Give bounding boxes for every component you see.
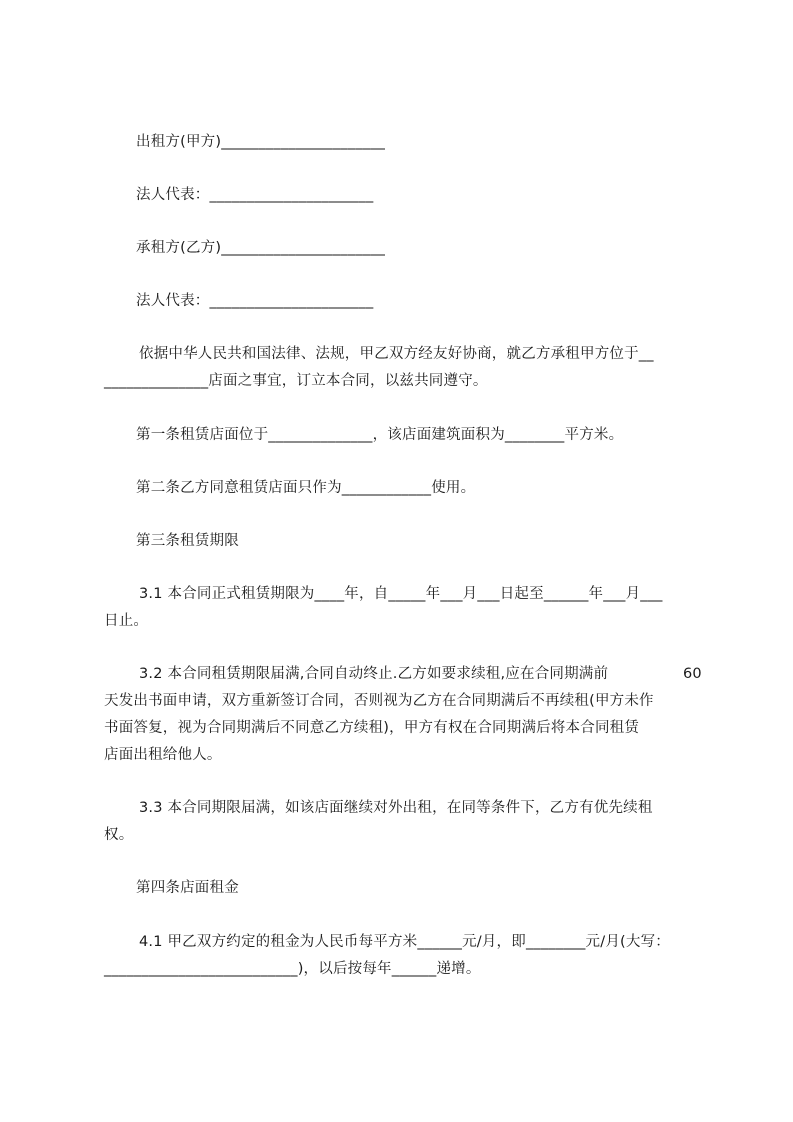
lessor-rep-line: 法人代表：______________________ — [136, 187, 374, 203]
clause-3-3-line-1: 3.3 本合同期限届满，如该店面继续对外出租，在同等条件下，乙方有优先续租 — [139, 800, 653, 816]
clause-3-2-line-2: 天发出书面申请，双方重新签订合同，否则视为乙方在合同期满后不再续租(甲方未作 — [104, 693, 654, 709]
lessee-line: 承租方(乙方)______________________ — [136, 240, 386, 256]
clause-4-1-line-2: __________________________)，以后按每年______递增。 — [104, 961, 481, 977]
clause-3-3-line-2: 权。 — [104, 827, 134, 843]
clause-3-1-line-2: 日止。 — [104, 613, 149, 629]
preamble-line-2: ______________店面之事宜，订立本合同，以兹共同遵守。 — [104, 373, 488, 389]
article-1: 第一条租赁店面位于______________，该店面建筑面积为________平方米。 — [136, 427, 624, 443]
clause-4-1-line-1: 4.1 甲乙双方约定的租金为人民币每平方米______元/月，即________元/月(大写： — [139, 934, 670, 950]
article-4-title: 第四条店面租金 — [136, 880, 239, 896]
preamble-line-1: 依据中华人民共和国法律、法规，甲乙双方经友好协商，就乙方承租甲方位于__ — [139, 346, 654, 362]
clause-3-1-line-1: 3.1 本合同正式租赁期限为____年，自_____年___月___日起至______年___月___ — [139, 586, 663, 602]
clause-3-2-line-3: 书面答复，视为合同期满后不同意乙方续租)，甲方有权在合同期满后将本合同租赁 — [104, 720, 640, 736]
article-2: 第二条乙方同意租赁店面只作为____________使用。 — [136, 480, 476, 496]
clause-3-2-days: 60 — [683, 666, 702, 682]
clause-3-2-line-1: 3.2 本合同租赁期限届满,合同自动终止.乙方如要求续租,应在合同期满前 — [139, 666, 609, 682]
lessor-line: 出租方(甲方)______________________ — [136, 134, 386, 150]
clause-3-2-line-4: 店面出租给他人。 — [104, 747, 222, 763]
article-3-title: 第三条租赁期限 — [136, 533, 239, 549]
lessee-rep-line: 法人代表：______________________ — [136, 293, 374, 309]
